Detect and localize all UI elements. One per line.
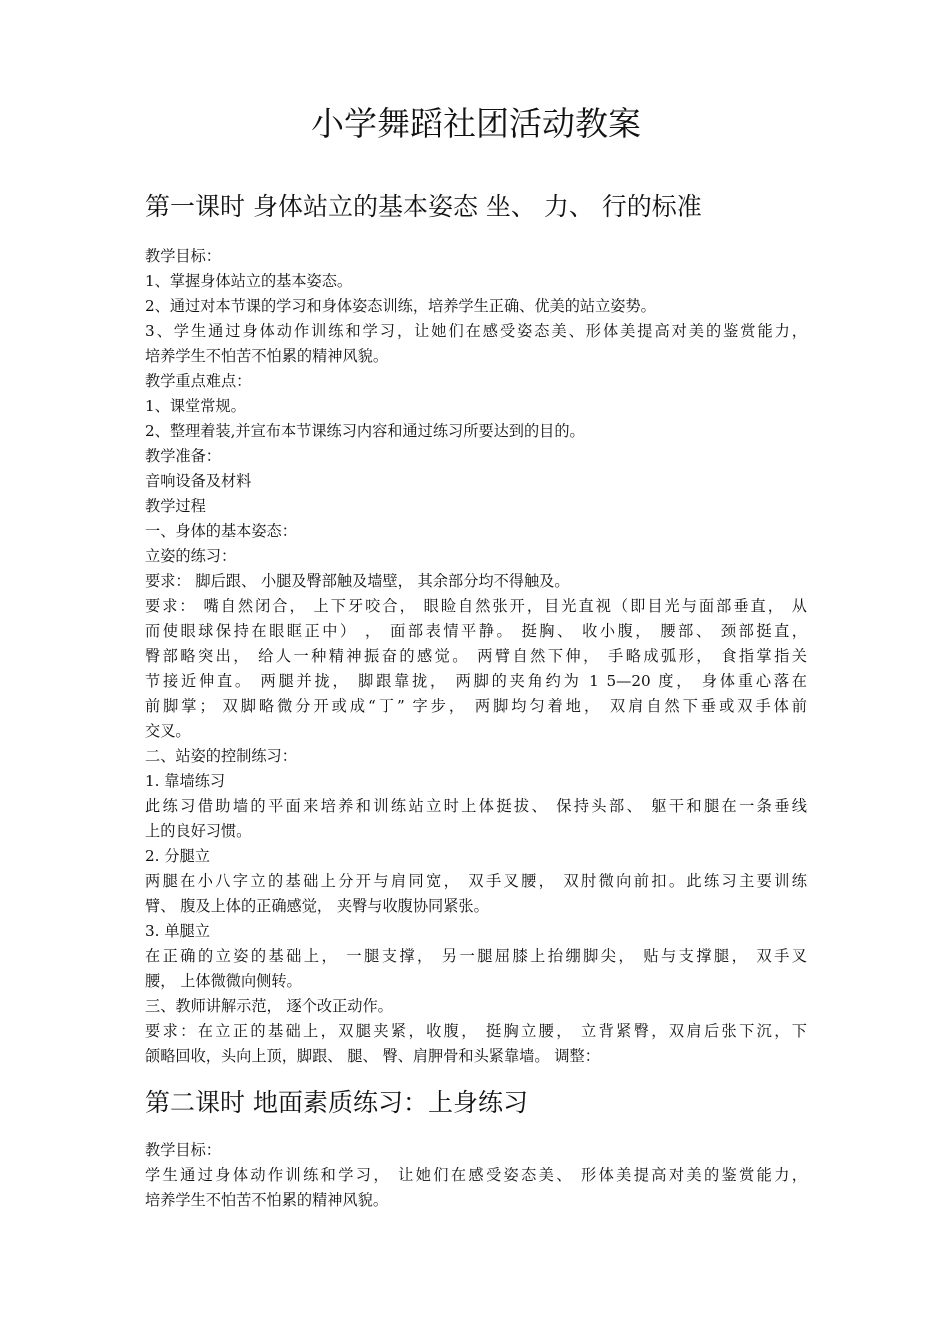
lesson1-text-line: 立姿的练习： — [145, 547, 237, 565]
lesson1-text-line: 要求：在立正的基础上，双腿夹紧，收腹， 挺胸立腰， 立背紧臀，双肩后张下沉，下 — [145, 1022, 807, 1040]
lesson1-text-line: 前脚掌； 双脚略微分开或成“丁” 字步， 两脚均匀着地， 双肩自然下垂或双手体前 — [145, 697, 807, 715]
lesson2-heading: 第二课时 地面素质练习：上身练习 — [145, 1088, 528, 1117]
lesson1-text-line: 2、整理着装,并宣布本节课练习内容和通过练习所要达到的目的。 — [145, 422, 585, 440]
document-title: 小学舞蹈社团活动教案 — [311, 104, 641, 143]
lesson1-text-line: 颌略回收，头向上顶，脚跟、 腿、 臀、肩胛骨和头紧靠墙。 调整： — [145, 1047, 600, 1065]
lesson1-text-line: 3. 单腿立 — [145, 922, 210, 940]
lesson2-text-line: 教学目标： — [145, 1141, 221, 1159]
lesson2-text-line: 学生通过身体动作训练和学习， 让她们在感受姿态美、 形体美提高对美的鉴赏能力， — [145, 1166, 807, 1184]
lesson1-text-line: 交叉。 — [145, 722, 191, 740]
lesson1-text-line: 1、掌握身体站立的基本姿态。 — [145, 272, 353, 290]
lesson1-text-line: 教学过程 — [145, 497, 206, 515]
lesson1-text-line: 而使眼球保持在眼眶正中） ， 面部表情平静。 挺胸、 收小腹， 腰部、 颈部挺直， — [145, 622, 807, 640]
lesson1-text-line: 一、身体的基本姿态： — [145, 522, 297, 540]
lesson1-text-line: 臀部略突出， 给人一种精神振奋的感觉。 两臂自然下伸， 手略成弧形， 食指掌指关 — [145, 647, 807, 665]
lesson1-text-line: 在正确的立姿的基础上， 一腿支撑， 另一腿屈膝上抬绷脚尖， 贴与支撑腿， 双手叉 — [145, 947, 807, 965]
lesson1-text-line: 上的良好习惯。 — [145, 822, 252, 840]
lesson1-text-line: 节接近伸直。 两腿并拢， 脚跟靠拢， 两脚的夹角约为 1 5—20 度， 身体重心落在 — [145, 672, 807, 690]
lesson1-text-line: 三、教师讲解示范， 逐个改正动作。 — [145, 997, 393, 1015]
lesson1-text-line: 要求： 嘴自然闭合， 上下牙咬合， 眼睑自然张开，目光直视（即目光与面部垂直， 从 — [145, 597, 807, 615]
lesson1-text-line: 2. 分腿立 — [145, 847, 210, 865]
lesson1-text-line: 臂、 腹及上体的正确感觉， 夹臀与收腹协同紧张。 — [145, 897, 489, 915]
lesson1-text-line: 腰， 上体微微向侧转。 — [145, 972, 302, 990]
lesson1-heading: 第一课时 身体站立的基本姿态 坐、 力、 行的标准 — [145, 192, 702, 221]
lesson1-text-line: 培养学生不怕苦不怕累的精神风貌。 — [145, 347, 388, 365]
lesson1-text-line: 1、课堂常规。 — [145, 397, 246, 415]
lesson1-text-line: 教学目标： — [145, 247, 221, 265]
lesson1-text-line: 音响设备及材料 — [145, 472, 252, 490]
lesson1-text-line: 二、站姿的控制练习： — [145, 747, 297, 765]
lesson1-text-line: 要求： 脚后跟、 小腿及臀部触及墙壁， 其余部分均不得触及。 — [145, 572, 570, 590]
lesson1-text-line: 两腿在小八字立的基础上分开与肩同宽， 双手叉腰， 双肘微向前扣。此练习主要训练 — [145, 872, 807, 890]
lesson1-text-line: 3、学生通过身体动作训练和学习，让她们在感受姿态美、形体美提高对美的鉴赏能力， — [145, 322, 807, 340]
lesson1-text-line: 教学准备： — [145, 447, 221, 465]
lesson1-text-line: 此练习借助墙的平面来培养和训练站立时上体挺拔、 保持头部、 躯干和腿在一条垂线 — [145, 797, 807, 815]
lesson1-text-line: 1. 靠墙练习 — [145, 772, 226, 790]
lesson2-body — [145, 1138, 807, 1213]
lesson1-text-line: 教学重点难点： — [145, 372, 252, 390]
lesson1-text-line: 2、通过对本节课的学习和身体姿态训练，培养学生正确、优美的站立姿势。 — [145, 297, 656, 315]
lesson2-text-line: 培养学生不怕苦不怕累的精神风貌。 — [145, 1191, 388, 1209]
lesson1-body — [145, 244, 807, 1069]
